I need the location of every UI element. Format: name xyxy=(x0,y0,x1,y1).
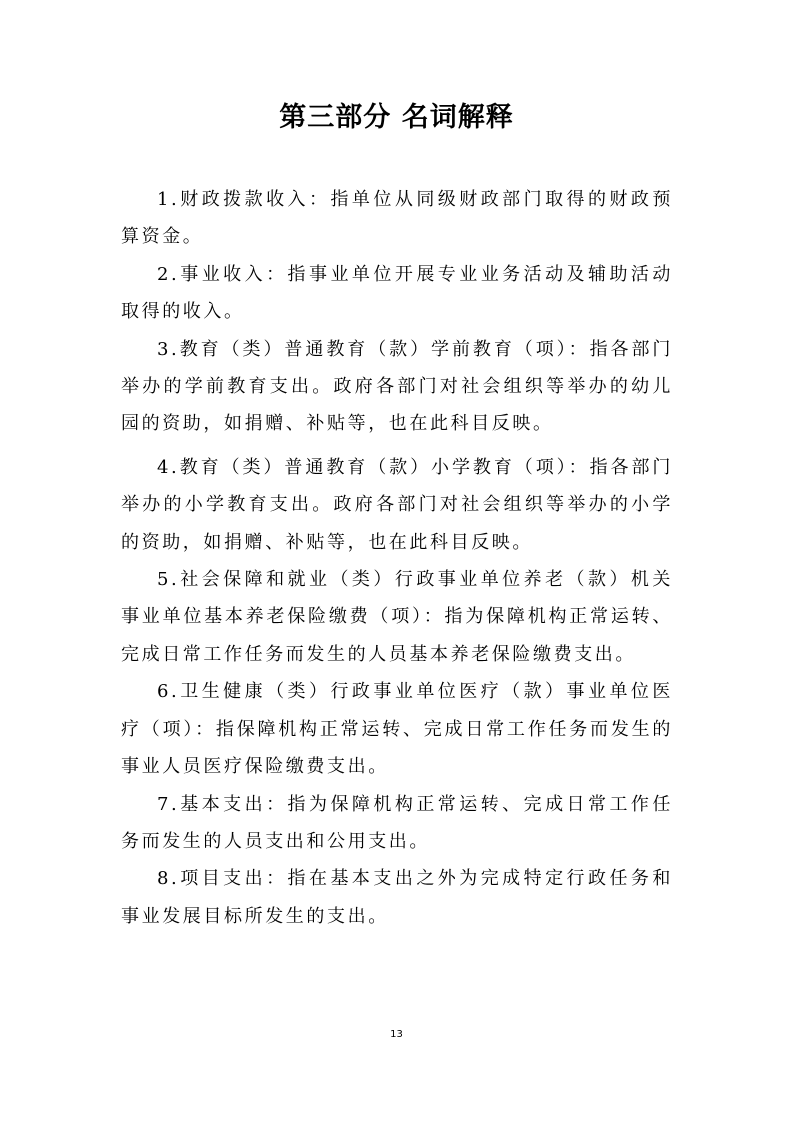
definition-item-4: 4.教育（类）普通教育（款）小学教育（项）：指各部门举办的小学教育支出。政府各部门对社会组织等举办的小学的资助，如捐赠、补贴等，也在此科目反映。 xyxy=(121,456,673,553)
definition-item-7: 7.基本支出：指为保障机构正常运转、完成日常工作任务而发生的人员支出和公用支出。 xyxy=(121,793,673,852)
definition-item-1: 1.财政拨款收入：指单位从同级财政部门取得的财政预算资金。 xyxy=(121,189,673,248)
definitions-list xyxy=(121,181,673,935)
definition-item-6: 6.卫生健康（类）行政事业单位医疗（款）事业单位医疗（项）：指保障机构正常运转、完成日常工作任务而发生的事业人员医疗保险缴费支出。 xyxy=(121,681,673,778)
definition-item-3: 3.教育（类）普通教育（款）学前教育（项）：指各部门举办的学前教育支出。政府各部门对社会组织等举办的幼儿园的资助，如捐赠、补贴等，也在此科目反映。 xyxy=(121,338,673,435)
definition-item-8: 8.项目支出：指在基本支出之外为完成特定行政任务和事业发展目标所发生的支出。 xyxy=(121,868,673,927)
definition-item-5: 5.社会保障和就业（类）行政事业单位养老（款）机关事业单位基本养老保险缴费（项）：指为保障机构正常运转、完成日常工作任务而发生的人员基本养老保险缴费支出。 xyxy=(121,569,673,665)
page-number: 13 xyxy=(390,1029,403,1040)
page-title: 第三部分 名词解释 xyxy=(279,102,514,133)
definition-item-2: 2.事业收入：指事业单位开展专业业务活动及辅助活动取得的收入。 xyxy=(121,263,673,323)
